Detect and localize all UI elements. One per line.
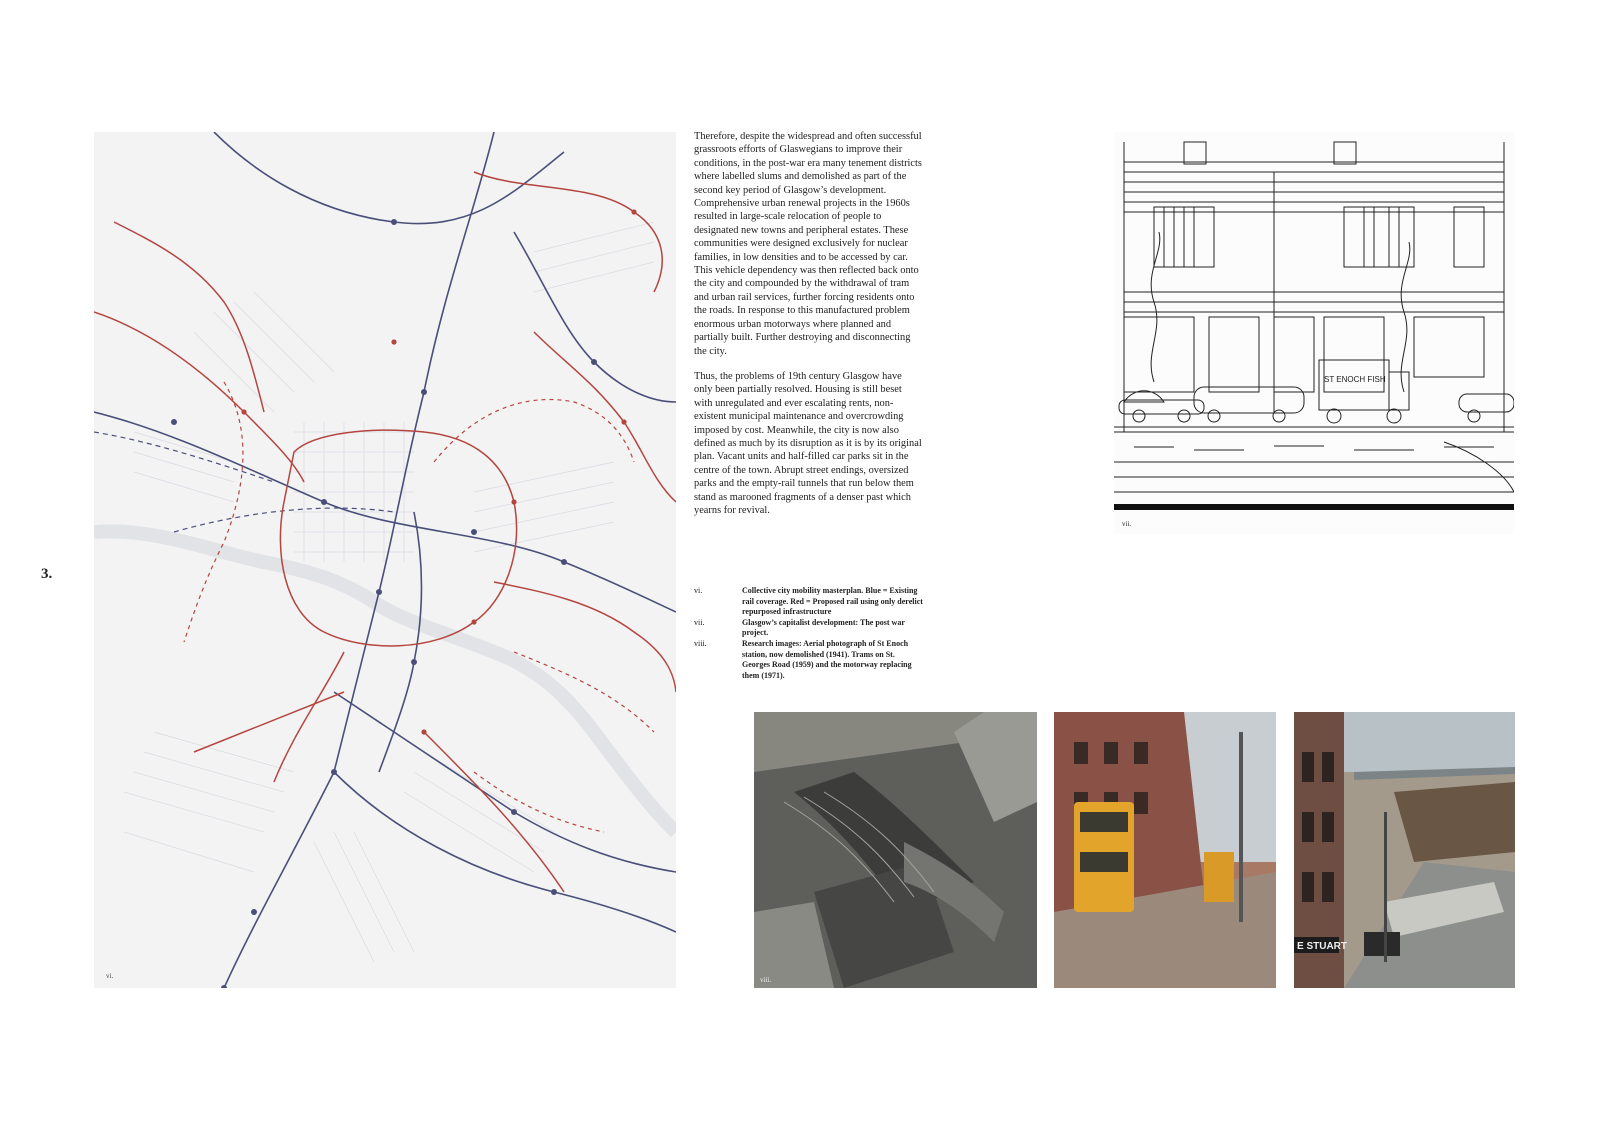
sketch-illustration: [1114, 132, 1514, 534]
street-sketch-drawing: [1114, 132, 1514, 534]
tram-photo-image: [1054, 712, 1276, 988]
caption-vi: [694, 586, 924, 618]
caption-number: viii.: [694, 638, 707, 648]
photo-figure-label: viii.: [760, 976, 772, 984]
caption-number: vii.: [694, 617, 705, 627]
sketch-figure-label: vii.: [1122, 520, 1132, 528]
body-text: [694, 130, 922, 529]
tram-photo-st-georges-road: [1054, 712, 1276, 988]
body-paragraph-2: Thus, the problems of 19th century Glasgow have only been partially resolved. Housing is still beset with unregulated and ever escalating rents, non-existent municipal maintenance and overcrowding imposed by cost. Meanwhile, the city is now also defined as much by its disruption as it is by its original plan. Vacant units and half-filled car parks sit in the centre of the town. Abrupt street endings, oversized parks and the empty-rail tunnels that run below them stand as marooned fragments of a denser past which yearns for revival.: [694, 370, 922, 516]
page-number: 3.: [41, 566, 53, 582]
caption-text: Glasgow’s capitalist development: The post war project.: [742, 617, 905, 638]
caption-vii: [694, 618, 924, 639]
caption-text: Collective city mobility masterplan. Blue = Existing rail coverage. Red = Proposed rail using only derelict repurposed infrastructure: [742, 586, 923, 617]
body-paragraph-1: Therefore, despite the widespread and often successful grassroots efforts of Glaswegians to improve their conditions, in the post-war era many tenement districts where labelled slums and demolished as part of the second key period of Glasgow’s development. Comprehensive urban renewal projects in the 1960s resulted in large-scale relocation of people to designated new towns and peripheral estates. These communities were designed exclusively for nuclear families, in low densities and to be accessed by car. This vehicle dependency was then reflected back onto the city and compounded by the withdrawal of tram and urban rail services, further forcing residents onto the roads. In response to this manufactured problem enormous urban motorways where planned and partially built. Further destroying and disconnecting the city.: [694, 131, 922, 357]
caption-text: Research images: Aerial photograph of St Enoch station, now demolished (1941). Trams on St. Georges Road (1959) and the motorway replacing them (1971).: [742, 638, 912, 680]
map-figure-label: vi.: [106, 972, 114, 980]
caption-viii: [694, 639, 924, 681]
shop-sign: E STUART: [1297, 941, 1347, 952]
motorway-photo-image: [1294, 712, 1515, 988]
map-drawing: [94, 132, 676, 988]
van-sign: ST ENOCH FISH: [1324, 375, 1386, 384]
figure-captions: [694, 586, 924, 681]
aerial-photo-st-enoch: [754, 712, 1037, 988]
aerial-photo-image: [754, 712, 1037, 988]
motorway-photo: [1294, 712, 1515, 988]
mobility-masterplan-map: [94, 132, 676, 988]
caption-number: vi.: [694, 586, 703, 595]
